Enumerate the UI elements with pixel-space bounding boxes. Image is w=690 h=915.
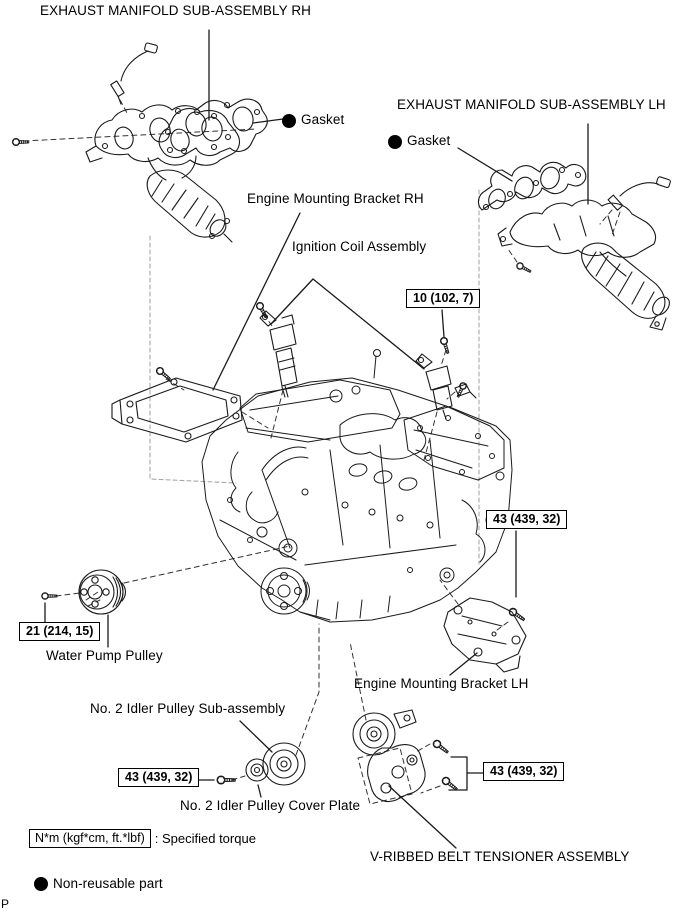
label-engine-mounting-bracket-rh: Engine Mounting Bracket RH [247, 191, 424, 206]
tensioner-drawing [353, 710, 425, 802]
lh-oxygen-sensor-drawing [608, 176, 671, 210]
label-water-pump-pulley: Water Pump Pulley [46, 648, 163, 663]
rh-oxygen-sensor-drawing [111, 43, 158, 104]
ignition-coil-1-drawing [260, 311, 297, 397]
label-exhaust-manifold-lh: EXHAUST MANIFOLD SUB-ASSEMBLY LH [397, 97, 666, 112]
torque-legend-caption: : Specified torque [154, 831, 256, 846]
bolt-icons [12, 138, 532, 792]
engine-drawing [202, 350, 512, 623]
non-reusable-bullet-icon [388, 135, 402, 149]
mounting-bracket-rh-drawing [112, 378, 242, 442]
label-ignition-coil-assembly: Ignition Coil Assembly [292, 239, 427, 254]
non-reusable-bullet-icon [34, 877, 48, 891]
torque-spec-water-pump-pulley: 21 (214, 15) [19, 622, 100, 641]
torque-spec-idler-pulley: 43 (439, 32) [118, 768, 199, 787]
bolt-icon [155, 366, 172, 382]
lh-manifold-drawing [498, 200, 673, 330]
rh-manifold-drawing [86, 105, 239, 242]
bolt-icon [432, 739, 450, 756]
non-reusable-bullet-icon [282, 114, 296, 128]
page-marker: P [1, 897, 10, 911]
label-gasket-rh: Gasket [301, 112, 345, 127]
torque-unit-box: N*m (kgf*cm, ft.*lbf) [29, 829, 151, 848]
torque-spec-ignition-coil: 10 (102, 7) [406, 289, 480, 308]
water-pump-pulley-drawing [79, 570, 126, 614]
leader-lines [45, 30, 588, 848]
bolt-icon [42, 593, 57, 600]
label-engine-mounting-bracket-lh: Engine Mounting Bracket LH [354, 676, 529, 691]
bolt-icon [12, 138, 28, 145]
torque-spec-belt-tensioner: 43 (439, 32) [483, 762, 564, 781]
idler-cover-plate-drawing [246, 759, 268, 781]
label-idler-pulley-cover-plate: No. 2 Idler Pulley Cover Plate [180, 798, 361, 813]
bolt-icon [515, 261, 532, 274]
label-belt-tensioner: V-RIBBED BELT TENSIONER ASSEMBLY [370, 849, 630, 864]
torque-legend [29, 829, 256, 848]
idler-pulley-drawing [263, 743, 305, 785]
ignition-coil-2-drawing [416, 354, 476, 419]
torque-spec-mounting-bracket-lh: 43 (439, 32) [486, 510, 567, 529]
label-idler-pulley-subassembly: No. 2 Idler Pulley Sub-assembly [90, 701, 286, 716]
label-non-reusable-part: Non-reusable part [53, 876, 163, 891]
label-gasket-lh: Gasket [407, 133, 451, 148]
label-exhaust-manifold-rh: EXHAUST MANIFOLD SUB-ASSEMBLY RH [40, 3, 312, 18]
